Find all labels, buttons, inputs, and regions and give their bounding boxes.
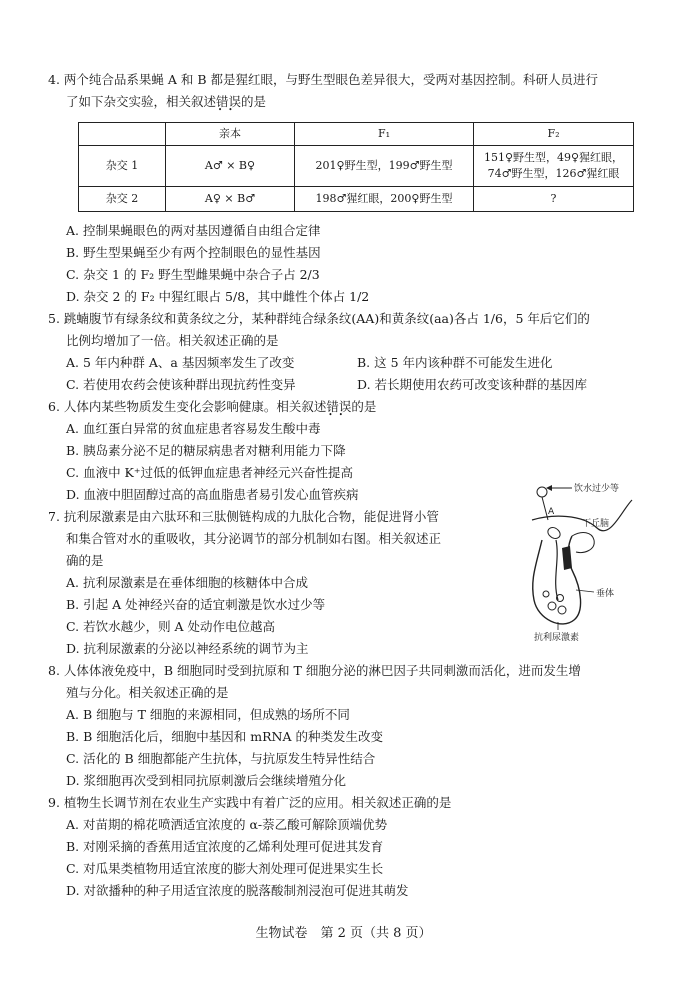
q6-stem-text: 6. 人体内某些物质发生变化会影响健康。相关叙述 — [48, 399, 327, 414]
table-header-cell — [79, 123, 166, 146]
q4-stem-line1: 4. 两个纯合品系果蝇 A 和 B 都是猩红眼，与野生型眼色差异很大，受两对基因控制。科研人员进行 — [48, 72, 599, 87]
q4-emphasis-wrong: 错误 • • — [216, 94, 241, 109]
q7-option-d: D. 抗利尿激素的分泌以神经系统的调节为主 — [66, 641, 309, 656]
q7-option-a: A. 抗利尿激素是在垂体细胞的核糖体中合成 — [66, 575, 308, 590]
q5-option-a: A. 5 年内种群 A、a 基因频率发生了改变 — [66, 355, 295, 370]
pituitary-cell — [548, 602, 556, 610]
table-cell-f1: 198♂猩红眼，200♀野生型 — [295, 187, 474, 212]
table-header-cell: 亲本 — [166, 123, 295, 146]
q4-stem-line2 — [66, 92, 266, 112]
q6-option-a: A. 血红蛋白异常的贫血症患者容易发生酸中毒 — [66, 421, 321, 436]
pituitary-cell — [543, 591, 549, 597]
q7-stem-line1: 7. 抗利尿激素是由六肽环和三肽侧链构成的九肽化合物，能促进肾小管 — [48, 509, 439, 524]
q4-stem-text: 了如下杂交实验，相关叙述 — [66, 94, 217, 109]
label-pituitary: 垂体 — [596, 589, 615, 599]
q4-option-a: A. 控制果蝇眼色的两对基因遵循自由组合定律 — [66, 223, 321, 238]
table-cell-f1: 201♀野生型，199♂野生型 — [295, 146, 474, 187]
q4-cross-table — [78, 122, 634, 212]
table-cell-f2-line: 151♀野生型，49♀猩红眼， — [483, 151, 624, 164]
table-header-cell: F₁ — [295, 123, 474, 146]
q8-stem-line1: 8. 人体体液免疫中，B 细胞同时受到抗原和 T 细胞分泌的淋巴因子共同刺激而活化，进而发生增 — [48, 663, 581, 678]
q8-option-d: D. 浆细胞再次受到相同抗原刺激后会继续增殖分化 — [66, 773, 347, 788]
q5-option-b: B. 这 5 年内该种群不可能发生进化 — [357, 355, 553, 370]
q4-option-b: B. 野生型果蝇至少有两个控制眼色的显性基因 — [66, 245, 321, 260]
q7-hypothalamus-pituitary-figure — [512, 470, 642, 642]
q6-stem-tail: 的是 — [351, 399, 377, 414]
table-cell-f2 — [474, 146, 634, 187]
q7-option-b: B. 引起 A 处神经兴奋的适宜刺激是饮水过少等 — [66, 597, 326, 612]
q9-option-c: C. 对瓜果类植物用适宜浓度的膨大剂处理可促进果实生长 — [66, 861, 384, 876]
q8-option-c: C. 活化的 B 细胞都能产生抗体，与抗原发生特异性结合 — [66, 751, 376, 766]
right-lobe-outline — [572, 533, 594, 553]
neuron-a — [537, 487, 547, 497]
table-cell-parents: A♂ × B♀ — [166, 146, 295, 187]
q9-option-d: D. 对欲播种的种子用适宜浓度的脱落酸制剂浸泡可促进其萌发 — [66, 883, 409, 898]
axon-to-pituitary — [556, 540, 558, 600]
label-a: A — [548, 507, 555, 517]
q6-option-d: D. 血液中胆固醇过高的高血脂患者易引发心血管疾病 — [66, 487, 359, 502]
table-header-row — [79, 123, 634, 146]
table-row — [79, 187, 634, 212]
q8-stem-line2: 殖与分化。相关叙述正确的是 — [66, 685, 229, 700]
q4-option-c: C. 杂交 1 的 F₂ 野生型雌果蝇中杂合子占 2/3 — [66, 267, 320, 282]
q6-option-c: C. 血液中 K⁺过低的低钾血症患者神经元兴奋性提高 — [66, 465, 353, 480]
q9-option-b: B. 对刚采摘的香蕉用适宜浓度的乙烯利处理可促进其发育 — [66, 839, 384, 854]
table-cell-cross-name: 杂交 1 — [79, 146, 166, 187]
neurosecretory-cell — [548, 528, 560, 539]
label-hypothalamus: 下丘脑 — [582, 519, 610, 529]
table-cell-f2: ? — [474, 187, 634, 212]
q6-emphasis-wrong: 错误 • • — [326, 399, 351, 414]
page-footer: 生物试卷 第 2 页（共 8 页） — [255, 926, 432, 941]
q7-stem-line3: 确的是 — [66, 553, 104, 568]
table-cell-parents: A♀ × B♂ — [166, 187, 295, 212]
q5-option-d: D. 若长期使用农药可改变该种群的基因库 — [357, 377, 588, 392]
table-cell-f2-line: 74♂野生型，126♂猩红眼 — [487, 167, 620, 180]
q9-option-a: A. 对苗期的棉花喷洒适宜浓度的 α-萘乙酸可解除顶端优势 — [66, 817, 388, 832]
q8-option-a: A. B 细胞与 T 细胞的来源相同，但成熟的场所不同 — [66, 707, 350, 722]
q8-option-b: B. B 细胞活化后，细胞中基因和 mRNA 的种类发生改变 — [66, 729, 383, 744]
q9-stem: 9. 植物生长调节剂在农业生产实践中有着广泛的应用。相关叙述正确的是 — [48, 795, 452, 810]
q6-stem — [48, 397, 376, 417]
label-stimulus: 饮水过少等 — [574, 484, 620, 494]
table-row — [79, 146, 634, 187]
pituitary-cell — [558, 606, 566, 614]
q5-option-c: C. 若使用农药会使该种群出现抗药性变异 — [66, 377, 296, 392]
table-cell-cross-name: 杂交 2 — [79, 187, 166, 212]
q6-option-b: B. 胰岛素分泌不足的糖尿病患者对糖利用能力下降 — [66, 443, 346, 458]
q7-option-c: C. 若饮水越少，则 A 处动作电位越高 — [66, 619, 276, 634]
label-adh: 抗利尿激素 — [534, 633, 580, 642]
pituitary-pointer — [576, 590, 594, 592]
q5-stem-line1: 5. 跳蝻腹节有绿条纹和黄条纹之分，某种群纯合绿条纹(AA)和黄条纹(aa)各占 1/6，5 年后它们的 — [48, 311, 590, 326]
q4-option-d: D. 杂交 2 的 F₂ 中猩红眼占 5/8，其中雌性个体占 1/2 — [66, 289, 370, 304]
q7-stem-line2: 和集合管对水的重吸收，其分泌调节的部分机制如右图。相关叙述正 — [66, 531, 442, 546]
table-header-cell: F₂ — [474, 123, 634, 146]
q5-stem-line2: 比例均增加了一倍。相关叙述正确的是 — [66, 333, 279, 348]
q4-stem-tail: 的是 — [241, 94, 267, 109]
